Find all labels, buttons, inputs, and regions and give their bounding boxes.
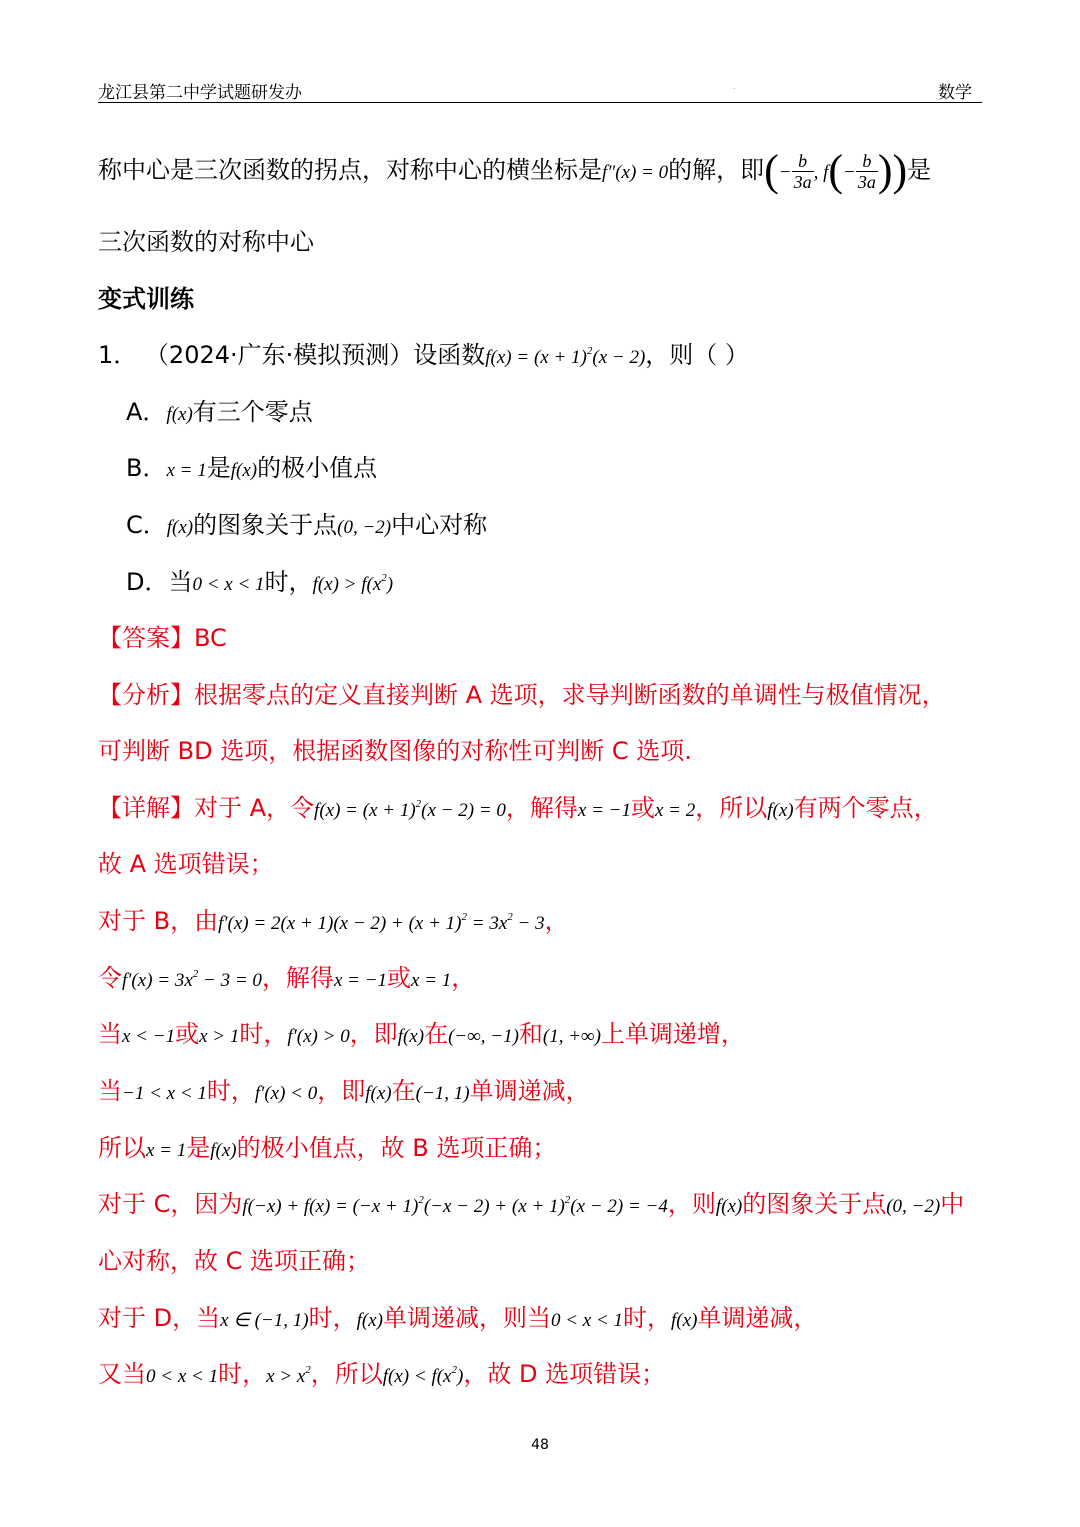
fraction — [856, 151, 878, 192]
math-sup: 2 — [564, 1194, 571, 1206]
detail-text: 时， — [206, 1077, 255, 1105]
math-sup: 2 — [305, 1364, 311, 1376]
detail-text: 所以 — [98, 1134, 146, 1162]
math-expr: ) — [457, 1366, 464, 1387]
detail-line-1 — [98, 792, 938, 827]
math-expr: f(x) — [397, 1026, 425, 1047]
detail-text: 令 — [98, 964, 122, 992]
detail-text: ，故 D 选项错误； — [463, 1360, 666, 1388]
detail-text: 时， — [308, 1304, 357, 1332]
fraction — [792, 151, 814, 192]
math-expr: f(x) = (x + 1) — [485, 347, 587, 368]
detail-line-8 — [98, 1188, 964, 1223]
math-sup: 2 — [418, 1194, 424, 1206]
math-expr: x ∈ (−1, 1) — [220, 1310, 309, 1331]
paren-left: ( — [764, 146, 779, 195]
math-expr: (−x − 2) + (x + 1) — [423, 1196, 565, 1217]
frac-den: 3a — [793, 171, 812, 192]
math-expr: f(x) — [715, 1196, 743, 1217]
detail-text: 中 — [940, 1190, 965, 1218]
detail-text: 又当 — [98, 1360, 146, 1388]
answer-label: 【答案】 — [98, 624, 194, 652]
math-expr: f(x) — [166, 517, 194, 538]
option-a — [126, 396, 313, 431]
detail-text: 和 — [518, 1020, 543, 1048]
option-label: B． — [126, 454, 167, 482]
section-title: 变式训练 — [98, 285, 194, 313]
math-sup: 2 — [381, 572, 387, 584]
math-expr: f(x) — [210, 1140, 237, 1161]
page-number: 48 — [531, 1437, 549, 1453]
detail-text: 时， — [218, 1360, 267, 1388]
option-text: 的图象关于点 — [193, 511, 338, 539]
detail-text: 对于 B，由 — [98, 907, 219, 935]
intro-line-1 — [98, 148, 931, 195]
option-label: C． — [126, 511, 167, 539]
detail-text: ，所以 — [310, 1360, 383, 1388]
math-expr: (x − 2) = 0 — [421, 800, 506, 821]
detail-text: ， — [451, 964, 476, 992]
analysis-line-2: 可判断 BD 选项，根据函数图像的对称性可判断 C 选项. — [98, 737, 692, 765]
math-expr: (0, −2) — [886, 1196, 941, 1217]
math-expr: x = −1 — [577, 800, 631, 821]
math-expr: f′(x) = 2(x + 1)(x − 2) + (x + 1) — [218, 913, 462, 934]
option-text: 是 — [206, 454, 231, 482]
math-expr: x = 1 — [166, 460, 207, 481]
comma-f: , f — [813, 162, 829, 183]
frac-den: 3a — [857, 171, 876, 192]
math-expr: 0 < x < 1 — [550, 1310, 624, 1331]
option-label: D． — [126, 568, 169, 596]
detail-text: 的图象关于点 — [742, 1190, 887, 1218]
math-expr: f(x) — [230, 460, 258, 481]
math-expr: x = 1 — [146, 1140, 187, 1161]
detail-text: 或 — [387, 964, 412, 992]
detail-text: 时， — [239, 1020, 288, 1048]
intro-line-2: 三次函数的对称中心 — [98, 228, 314, 256]
minus-sign: − — [843, 162, 856, 183]
math-sup: 2 — [507, 911, 513, 923]
math-expr: x = 1 — [411, 970, 452, 991]
detail-text: ，即 — [317, 1077, 366, 1105]
option-text: 有三个零点 — [192, 398, 313, 426]
math-sup: 2 — [192, 968, 199, 980]
math-sup: 2 — [415, 798, 422, 810]
math-sup: 2 — [586, 345, 593, 357]
option-text: 当 — [168, 568, 193, 596]
math-expr: f′(x) < 0 — [254, 1083, 318, 1104]
math-expr: f(x) = (x + 1) — [314, 800, 416, 821]
detail-text: 单调递减，则当 — [382, 1304, 551, 1332]
option-text: 的极小值点 — [257, 454, 378, 482]
math-expr: x < −1 — [122, 1026, 176, 1047]
math-expr: f(−x) + f(x) = (−x + 1) — [242, 1196, 419, 1217]
detail-text: ，所以 — [695, 794, 768, 822]
math-expr: f(x) > f(x — [312, 574, 382, 595]
math-expr: (1, +∞) — [542, 1026, 601, 1047]
detail-line-3 — [98, 905, 569, 940]
detail-text: ，解得 — [261, 964, 334, 992]
detail-text: ， — [544, 907, 569, 935]
detail-text: 在 — [424, 1020, 449, 1048]
header-school: 龙江县第二中学试题研发办 — [98, 83, 302, 103]
math-expr: − 3 = 0 — [198, 970, 262, 991]
detail-text: 对于 D，当 — [98, 1304, 221, 1332]
option-text: 时， — [264, 568, 313, 596]
math-sup: 2 — [461, 911, 467, 923]
question-text: （2024·广东·模拟预测）设函数 — [144, 341, 486, 369]
option-c — [126, 509, 487, 544]
math-expr: x = −1 — [333, 970, 388, 991]
frac-num: b — [856, 151, 878, 172]
answer-line — [98, 622, 227, 654]
math-expr: f(x) < f(x — [382, 1366, 452, 1387]
math-expr: (−∞, −1) — [448, 1026, 519, 1047]
analysis-line-1 — [98, 679, 946, 711]
math-expr: −1 < x < 1 — [122, 1083, 207, 1104]
detail-text: 在 — [391, 1077, 416, 1105]
analysis-text: 根据零点的定义直接判断 A 选项，求导判断函数的单调性与极值情况， — [194, 681, 946, 709]
math-sup: 2 — [451, 1364, 457, 1376]
detail-text: 或 — [630, 794, 655, 822]
detail-line-5 — [98, 1018, 745, 1053]
detail-line-9: 心对称，故 C 选项正确； — [98, 1247, 371, 1275]
detail-text: 有两个零点， — [793, 794, 938, 822]
answer-value: BC — [194, 624, 227, 652]
math-expr: 0 < x < 1 — [192, 574, 265, 595]
page-header — [98, 76, 982, 103]
detail-line-10 — [98, 1302, 817, 1337]
math-expr: f(x) — [767, 800, 794, 821]
intro-text: 是 — [907, 156, 932, 184]
math-expr: (0, −2) — [337, 517, 392, 538]
math-expr: x = 2 — [654, 800, 696, 821]
math-expr: f(x) — [166, 404, 193, 425]
paren-left: ( — [828, 146, 844, 195]
math-expr: f(x) — [356, 1310, 383, 1331]
intro-text: 的解，即 — [668, 156, 765, 184]
math-expr: (x − 2) = −4 — [570, 1196, 668, 1217]
math-expr: 0 < x < 1 — [146, 1366, 219, 1387]
detail-label: 【详解】 — [98, 794, 194, 822]
detail-text: ，即 — [349, 1020, 398, 1048]
detail-text: 对于 A，令 — [194, 794, 315, 822]
detail-text: 当 — [98, 1020, 122, 1048]
header-dot: . — [733, 82, 736, 91]
detail-line-2: 故 A 选项错误； — [98, 850, 274, 878]
math-expr: f(x) — [365, 1083, 392, 1104]
option-text: 中心对称 — [391, 511, 488, 539]
detail-line-11 — [98, 1358, 665, 1393]
question-text: ，则（ ） — [645, 341, 749, 369]
detail-text: 当 — [98, 1077, 122, 1105]
detail-text: 单调递减， — [697, 1304, 818, 1332]
detail-text: 时， — [623, 1304, 672, 1332]
detail-line-6 — [98, 1075, 590, 1110]
math-expr: f′(x) = 3x — [122, 970, 193, 991]
math-expr: x > 1 — [199, 1026, 240, 1047]
header-subject: 数学 — [938, 83, 972, 103]
detail-text: 对于 C，因为 — [98, 1190, 243, 1218]
detail-text: 是 — [186, 1134, 211, 1162]
intro-text: 称中心是三次函数的拐点，对称中心的横坐标是 — [98, 156, 602, 184]
math-expr: ) — [386, 574, 394, 595]
question-number: 1． — [98, 341, 138, 369]
detail-line-4 — [98, 962, 475, 997]
detail-line-7 — [98, 1132, 556, 1167]
option-label: A． — [126, 398, 167, 426]
paren-right: )) — [877, 146, 908, 195]
frac-num: b — [792, 151, 814, 172]
math-expr: = 3x — [467, 913, 508, 934]
detail-text: 或 — [175, 1020, 200, 1048]
option-d — [126, 566, 393, 601]
math-expr: (x − 2) — [592, 347, 646, 368]
detail-text: 上单调递增， — [600, 1020, 745, 1048]
math-expr: (−1, 1) — [415, 1083, 470, 1104]
analysis-label: 【分析】 — [98, 681, 194, 709]
detail-text: 的极小值点，故 B 选项正确； — [236, 1134, 557, 1162]
math-expr: x > x — [266, 1366, 306, 1387]
detail-text: ，则 — [667, 1190, 716, 1218]
detail-text: ，解得 — [505, 794, 578, 822]
math-expr: f(x) — [671, 1310, 698, 1331]
math-expr: f″(x) = 0 — [602, 162, 669, 183]
question-line — [98, 339, 749, 374]
option-b — [126, 452, 377, 487]
detail-text: 单调递减， — [469, 1077, 590, 1105]
math-expr: − 3 — [512, 913, 545, 934]
minus-sign: − — [778, 162, 792, 183]
math-expr: f′(x) > 0 — [287, 1026, 350, 1047]
